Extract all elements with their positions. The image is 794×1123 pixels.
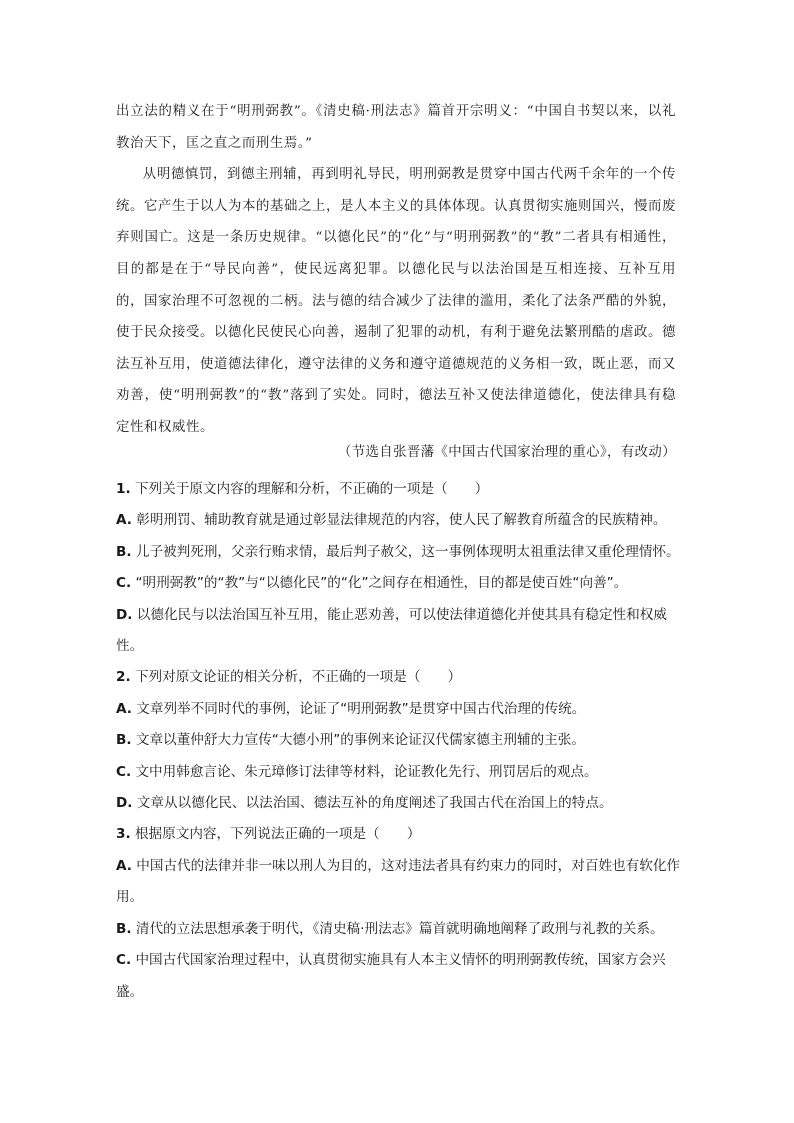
option-text: 中国古代国家治理过程中，认真贯彻实施具有人本主义情怀的明刑弼教传统，国家方会兴盛。 [116, 952, 666, 1000]
option-label: A. [116, 700, 132, 717]
option-label: D. [116, 795, 133, 812]
option-text: 儿子被判死刑，父亲行贿求情，最后判子赦父，这一事例体现明太祖重法律又重伦理情怀。 [135, 543, 680, 560]
reading-passage [116, 96, 676, 444]
option-b [116, 914, 688, 945]
option-label: B. [116, 732, 132, 749]
option-label: A. [116, 857, 132, 874]
question-number: 2. [116, 669, 131, 686]
option-b [116, 725, 688, 756]
option-label: A. [116, 512, 132, 529]
question-text: 下列对原文论证的相关分析，不正确的一项是（ ） [134, 669, 462, 686]
option-label: D. [116, 606, 133, 623]
option-text: 以德化民与以法治国互补互用，能止恶劝善，可以使法律道德化并使其具有稳定性和权威性。 [116, 606, 667, 655]
passage-paragraph: 从明德慎罚，到德主刑辅，再到明礼导民，明刑弼教是贯穿中国古代两千余年的一个传统。它产生于以人为本的基础之上，是人本主义的具体体现。认真贯彻实施则国兴，慢而废弃则国亡。这是一条历史规律。“以德化民”的“化”与“明刑弼教”的“教”二者具有相通性，目的都是在于“导民向善”，使民远离犯罪。以德化民与以法治国是互相连接、互补互用的，国家治理不可忽视的二柄。法与德的结合减少了法律的滥用，柔化了法条严酷的外貌，使于民众接受。以德化民使民心向善，遏制了犯罪的动机，有利于避免法繁刑酷的虐政。德法互补互用，使道德法律化，遵守法律的义务和遵守道德规范的义务相一致，既止恶，而又劝善，使“明刑弼教”的“教”落到了实处。同时，德法互补又使法律道德化，使法律具有稳定性和权威性。 [116, 167, 676, 435]
option-a [116, 694, 688, 725]
passage-source-citation: （节选自张晋藩《中国古代国家治理的重心》，有改动） [337, 445, 676, 460]
option-text: 中国古代的法律并非一味以刑人为目的，这对违法者具有约束力的同时，对百姓也有软化作用。 [116, 857, 681, 906]
question-3 [116, 819, 688, 1007]
option-label: C. [116, 952, 132, 969]
option-c [116, 757, 688, 788]
option-d [116, 788, 688, 819]
option-a [116, 505, 688, 536]
question-text: 根据原文内容，下列说法正确的一项是（ ） [134, 826, 421, 843]
option-text: “明刑弼教”的“教”与“以德化民”的“化”之间存在相通性，目的都是使百姓“向善”。 [135, 575, 628, 592]
option-b [116, 537, 688, 568]
question-text: 下列关于原文内容的理解和分析，不正确的一项是（ ） [134, 481, 489, 497]
passage-continuation: 出立法的精义在于“明刑弼教”。《清史稿·刑法志》篇首开宗明义：“中国自书契以来，以礼教治天下，匡之直之而刑生焉。” [116, 104, 676, 151]
option-text: 清代的立法思想承袭于明代，《清史稿·刑法志》篇首就明确地阐释了政刑与礼教的关系。 [135, 920, 664, 937]
option-label: C. [116, 763, 132, 780]
question-stem [116, 474, 688, 505]
option-text: 文章以董仲舒大力宣传“大德小刑”的事例来论证汉代儒家德主刑辅的主张。 [135, 732, 585, 749]
question-number: 1. [116, 481, 131, 497]
question-list [116, 474, 688, 1008]
option-label: C. [116, 575, 132, 592]
option-a [116, 851, 688, 914]
question-1 [116, 474, 688, 662]
option-c [116, 945, 688, 1008]
option-label: B. [116, 920, 132, 937]
question-number: 3. [116, 826, 131, 843]
option-text: 文章从以德化民、以法治国、德法互补的角度阐述了我国古代在治国上的特点。 [136, 795, 613, 812]
option-label: B. [116, 543, 132, 560]
question-2 [116, 662, 688, 819]
option-d [116, 600, 688, 663]
question-stem [116, 819, 688, 850]
option-text: 彰明刑罚、辅助教育就是通过彰显法律规范的内容，使人民了解教育所蕴含的民族精神。 [136, 512, 667, 529]
question-stem [116, 662, 688, 693]
option-text: 文章列举不同时代的事例，论证了“明刑弼教”是贯穿中国古代治理的传统。 [136, 700, 586, 717]
option-text: 文中用韩愈言论、朱元璋修订法律等材料，论证教化先行、刑罚居后的观点。 [135, 763, 598, 780]
option-c [116, 568, 688, 599]
